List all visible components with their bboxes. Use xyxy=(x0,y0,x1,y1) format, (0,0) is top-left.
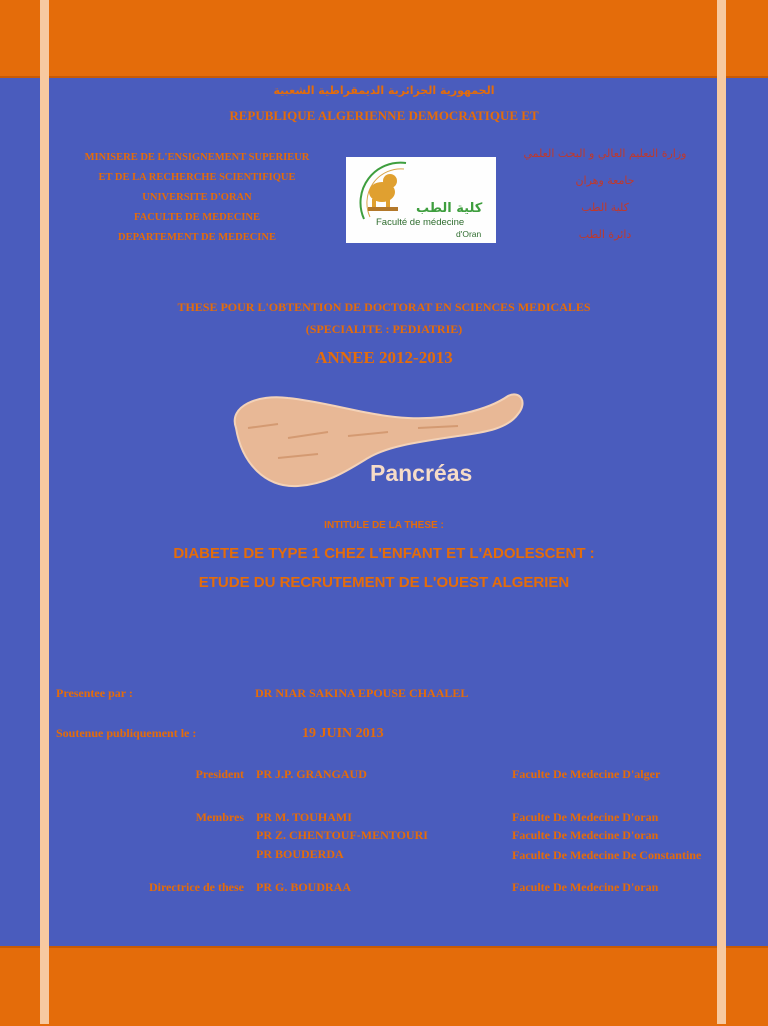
thesis-year: ANNEE 2012-2013 xyxy=(315,348,453,367)
arabic-ministry-line: كلية الطب xyxy=(581,201,629,214)
thesis-title-line2: ETUDE DU RECRUTEMENT DE L'OUEST ALGERIEN xyxy=(198,574,570,591)
jury-role: Membres xyxy=(195,810,244,824)
thesis-title-line1: DIABETE DE TYPE 1 CHEZ L'ENFANT ET L'ADOLESCENT : xyxy=(173,545,595,562)
republic-heading: REPUBLIQUE ALGERIENNE DEMOCRATIQUE ET xyxy=(229,108,539,123)
arabic-ministry-line: جامعة وهران xyxy=(575,174,635,187)
arabic-republic-heading: الجمهورية الجزائرية الديمقراطية الشعبية xyxy=(273,84,495,97)
bottom-band xyxy=(0,946,768,1026)
presented-value: DR NIAR SAKINA EPOUSE CHAALEL xyxy=(255,686,469,700)
top-band xyxy=(0,0,768,78)
jury-faculty: Faculte De Medecine D'oran xyxy=(512,828,659,842)
faculty-logo xyxy=(346,157,496,243)
jury-name: PR G. BOUDRAA xyxy=(256,880,351,894)
jury-faculty: Faculte De Medecine De Constantine xyxy=(512,848,702,862)
jury-name: PR Z. CHENTOUF-MENTOURI xyxy=(256,828,428,842)
pancreas-illustration xyxy=(218,388,563,498)
ministry-line: MINISERE DE L'ENSIGNEMENT SUPERIEUR xyxy=(84,152,310,163)
jury-faculty: Faculte De Medecine D'alger xyxy=(512,767,661,781)
jury-name: PR BOUDERDA xyxy=(256,847,344,861)
jury-name: PR M. TOUHAMI xyxy=(256,810,352,824)
thesis-specialty: (SPECIALITE : PEDIATRIE) xyxy=(305,322,463,336)
jury-role: President xyxy=(195,767,244,781)
arabic-ministry-line: وزارة التعليم العالي و البحث العلمي xyxy=(523,147,687,160)
thesis-purpose: THESE POUR L'OBTENTION DE DOCTORAT EN SCIENCES MEDICALES xyxy=(177,300,591,314)
jury-faculty: Faculte De Medecine D'oran xyxy=(512,880,659,894)
right-border-line xyxy=(717,0,726,1024)
presented-label: Presentee par : xyxy=(56,686,133,700)
defended-value: 19 JUIN 2013 xyxy=(302,726,384,741)
logo-line2: d'Oran xyxy=(456,229,482,239)
ministry-block xyxy=(52,148,342,248)
ministry-line: FACULTE DE MEDECINE xyxy=(133,212,261,223)
jury-role: Directrice de these xyxy=(148,880,244,894)
ministry-line: ET DE LA RECHERCHE SCIENTIFIQUE xyxy=(98,172,296,183)
logo-line1: Faculté de médecine xyxy=(376,217,465,228)
organ-label: Pancréas xyxy=(370,460,473,486)
jury-name: PR J.P. GRANGAUD xyxy=(256,767,367,781)
ministry-line: DEPARTEMENT DE MEDECINE xyxy=(118,232,276,243)
thesis-intitule: INTITULE DE LA THESE : xyxy=(324,520,444,531)
defended-label: Soutenue publiquement le : xyxy=(56,726,197,740)
left-border-line xyxy=(40,0,49,1024)
arabic-ministry-line: دائرة الطب xyxy=(578,228,632,241)
ministry-line: UNIVERSITE D'ORAN xyxy=(142,192,252,203)
arabic-ministry-block xyxy=(505,140,705,248)
logo-arabic-text: كلية الطب xyxy=(416,201,483,216)
jury-faculty: Faculte De Medecine D'oran xyxy=(512,810,659,824)
